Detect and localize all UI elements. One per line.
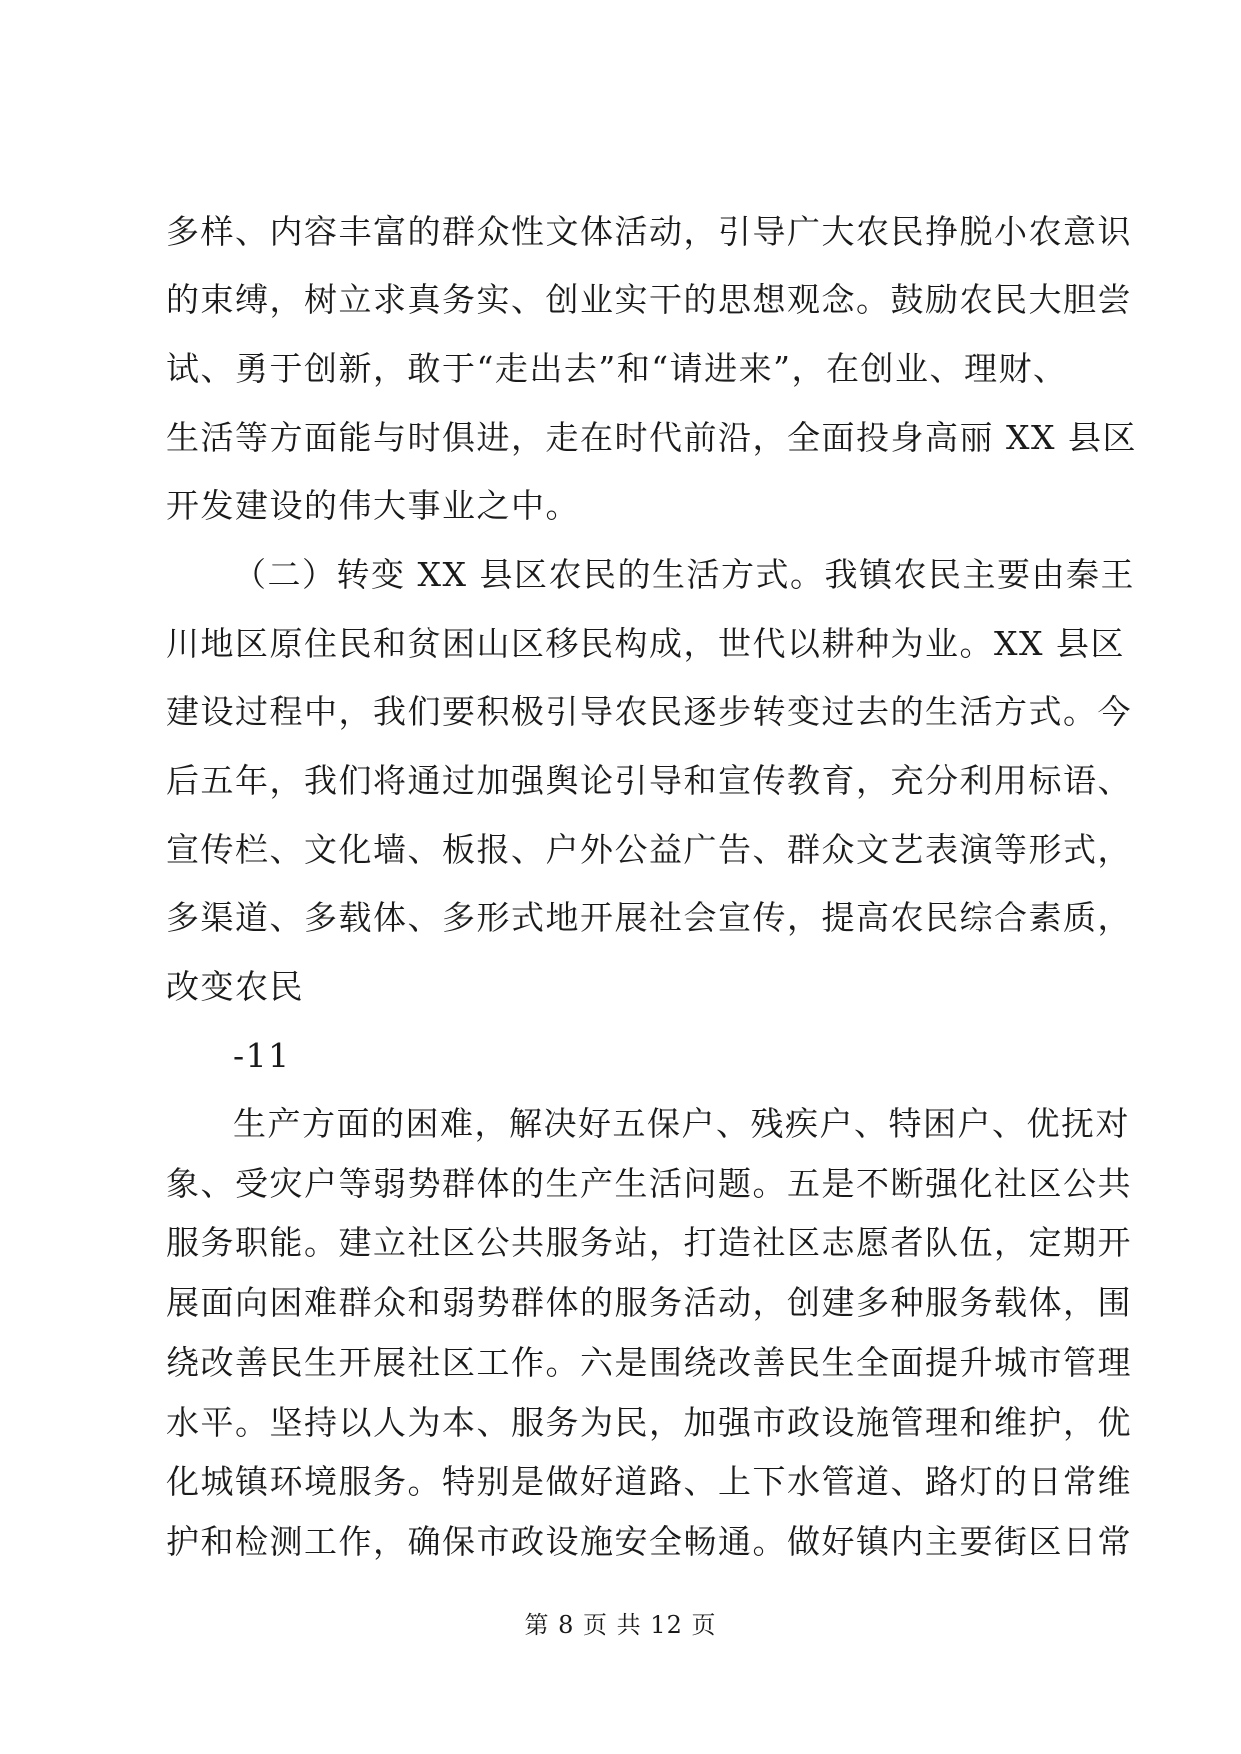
paragraph-2-line-5: 宣传栏、文化墙、板报、户外公益广告、群众文艺表演等形式， bbox=[166, 830, 1132, 869]
paragraph-1-line-5: 开发建设的伟大事业之中。 bbox=[166, 486, 580, 525]
paragraph-1-line-2: 的束缚，树立求真务实、创业实干的思想观念。鼓励农民大胆尝 bbox=[166, 280, 1132, 319]
paragraph-3-line-1: 生产方面的困难，解决好五保户、残疾户、特困户、优抚对 bbox=[233, 1104, 1130, 1143]
page-marker: -11 bbox=[233, 1036, 291, 1075]
paragraph-1-line-3: 试、勇于创新，敢于“走出去”和“请进来”，在创业、理财、 bbox=[166, 349, 1068, 388]
paragraph-1-line-1: 多样、内容丰富的群众性文体活动，引导广大农民挣脱小农意识 bbox=[166, 212, 1132, 251]
paragraph-3-line-4: 展面向困难群众和弱势群体的服务活动，创建多种服务载体，围 bbox=[166, 1283, 1132, 1323]
paragraph-3-line-2: 象、受灾户等弱势群体的生产生活问题。五是不断强化社区公共 bbox=[166, 1163, 1132, 1203]
paragraph-3-line-5: 绕改善民生开展社区工作。六是围绕改善民生全面提升城市管理 bbox=[166, 1342, 1132, 1382]
paragraph-1-line-4: 生活等方面能与时俱进，走在时代前沿，全面投身高丽 XX 县区 bbox=[166, 418, 1137, 457]
paragraph-3-line-8: 护和检测工作，确保市政设施安全畅通。做好镇内主要街区日常 bbox=[166, 1522, 1132, 1561]
paragraph-3-line-3: 服务职能。建立社区公共服务站，打造社区志愿者队伍，定期开 bbox=[166, 1223, 1132, 1263]
page-footer: 第 8 页 共 12 页 bbox=[524, 1611, 717, 1639]
paragraph-2-line-7: 改变农民 bbox=[166, 967, 304, 1006]
paragraph-2-line-3: 建设过程中，我们要积极引导农民逐步转变过去的生活方式。今 bbox=[166, 692, 1132, 731]
paragraph-2-line-4: 后五年，我们将通过加强舆论引导和宣传教育，充分利用标语、 bbox=[166, 761, 1132, 800]
paragraph-3-line-6: 水平。坚持以人为本、服务为民，加强市政设施管理和维护，优 bbox=[166, 1402, 1132, 1442]
paragraph-2-line-1: （二）转变 XX 县区农民的生活方式。我镇农民主要由秦王 bbox=[233, 555, 1135, 594]
paragraph-2-line-2: 川地区原住民和贫困山区移民构成，世代以耕种为业。XX 县区 bbox=[166, 624, 1125, 663]
paragraph-3-line-7: 化城镇环境服务。特别是做好道路、上下水管道、路灯的日常维 bbox=[166, 1462, 1132, 1502]
paragraph-2-line-6: 多渠道、多载体、多形式地开展社会宣传，提高农民综合素质， bbox=[166, 898, 1132, 937]
